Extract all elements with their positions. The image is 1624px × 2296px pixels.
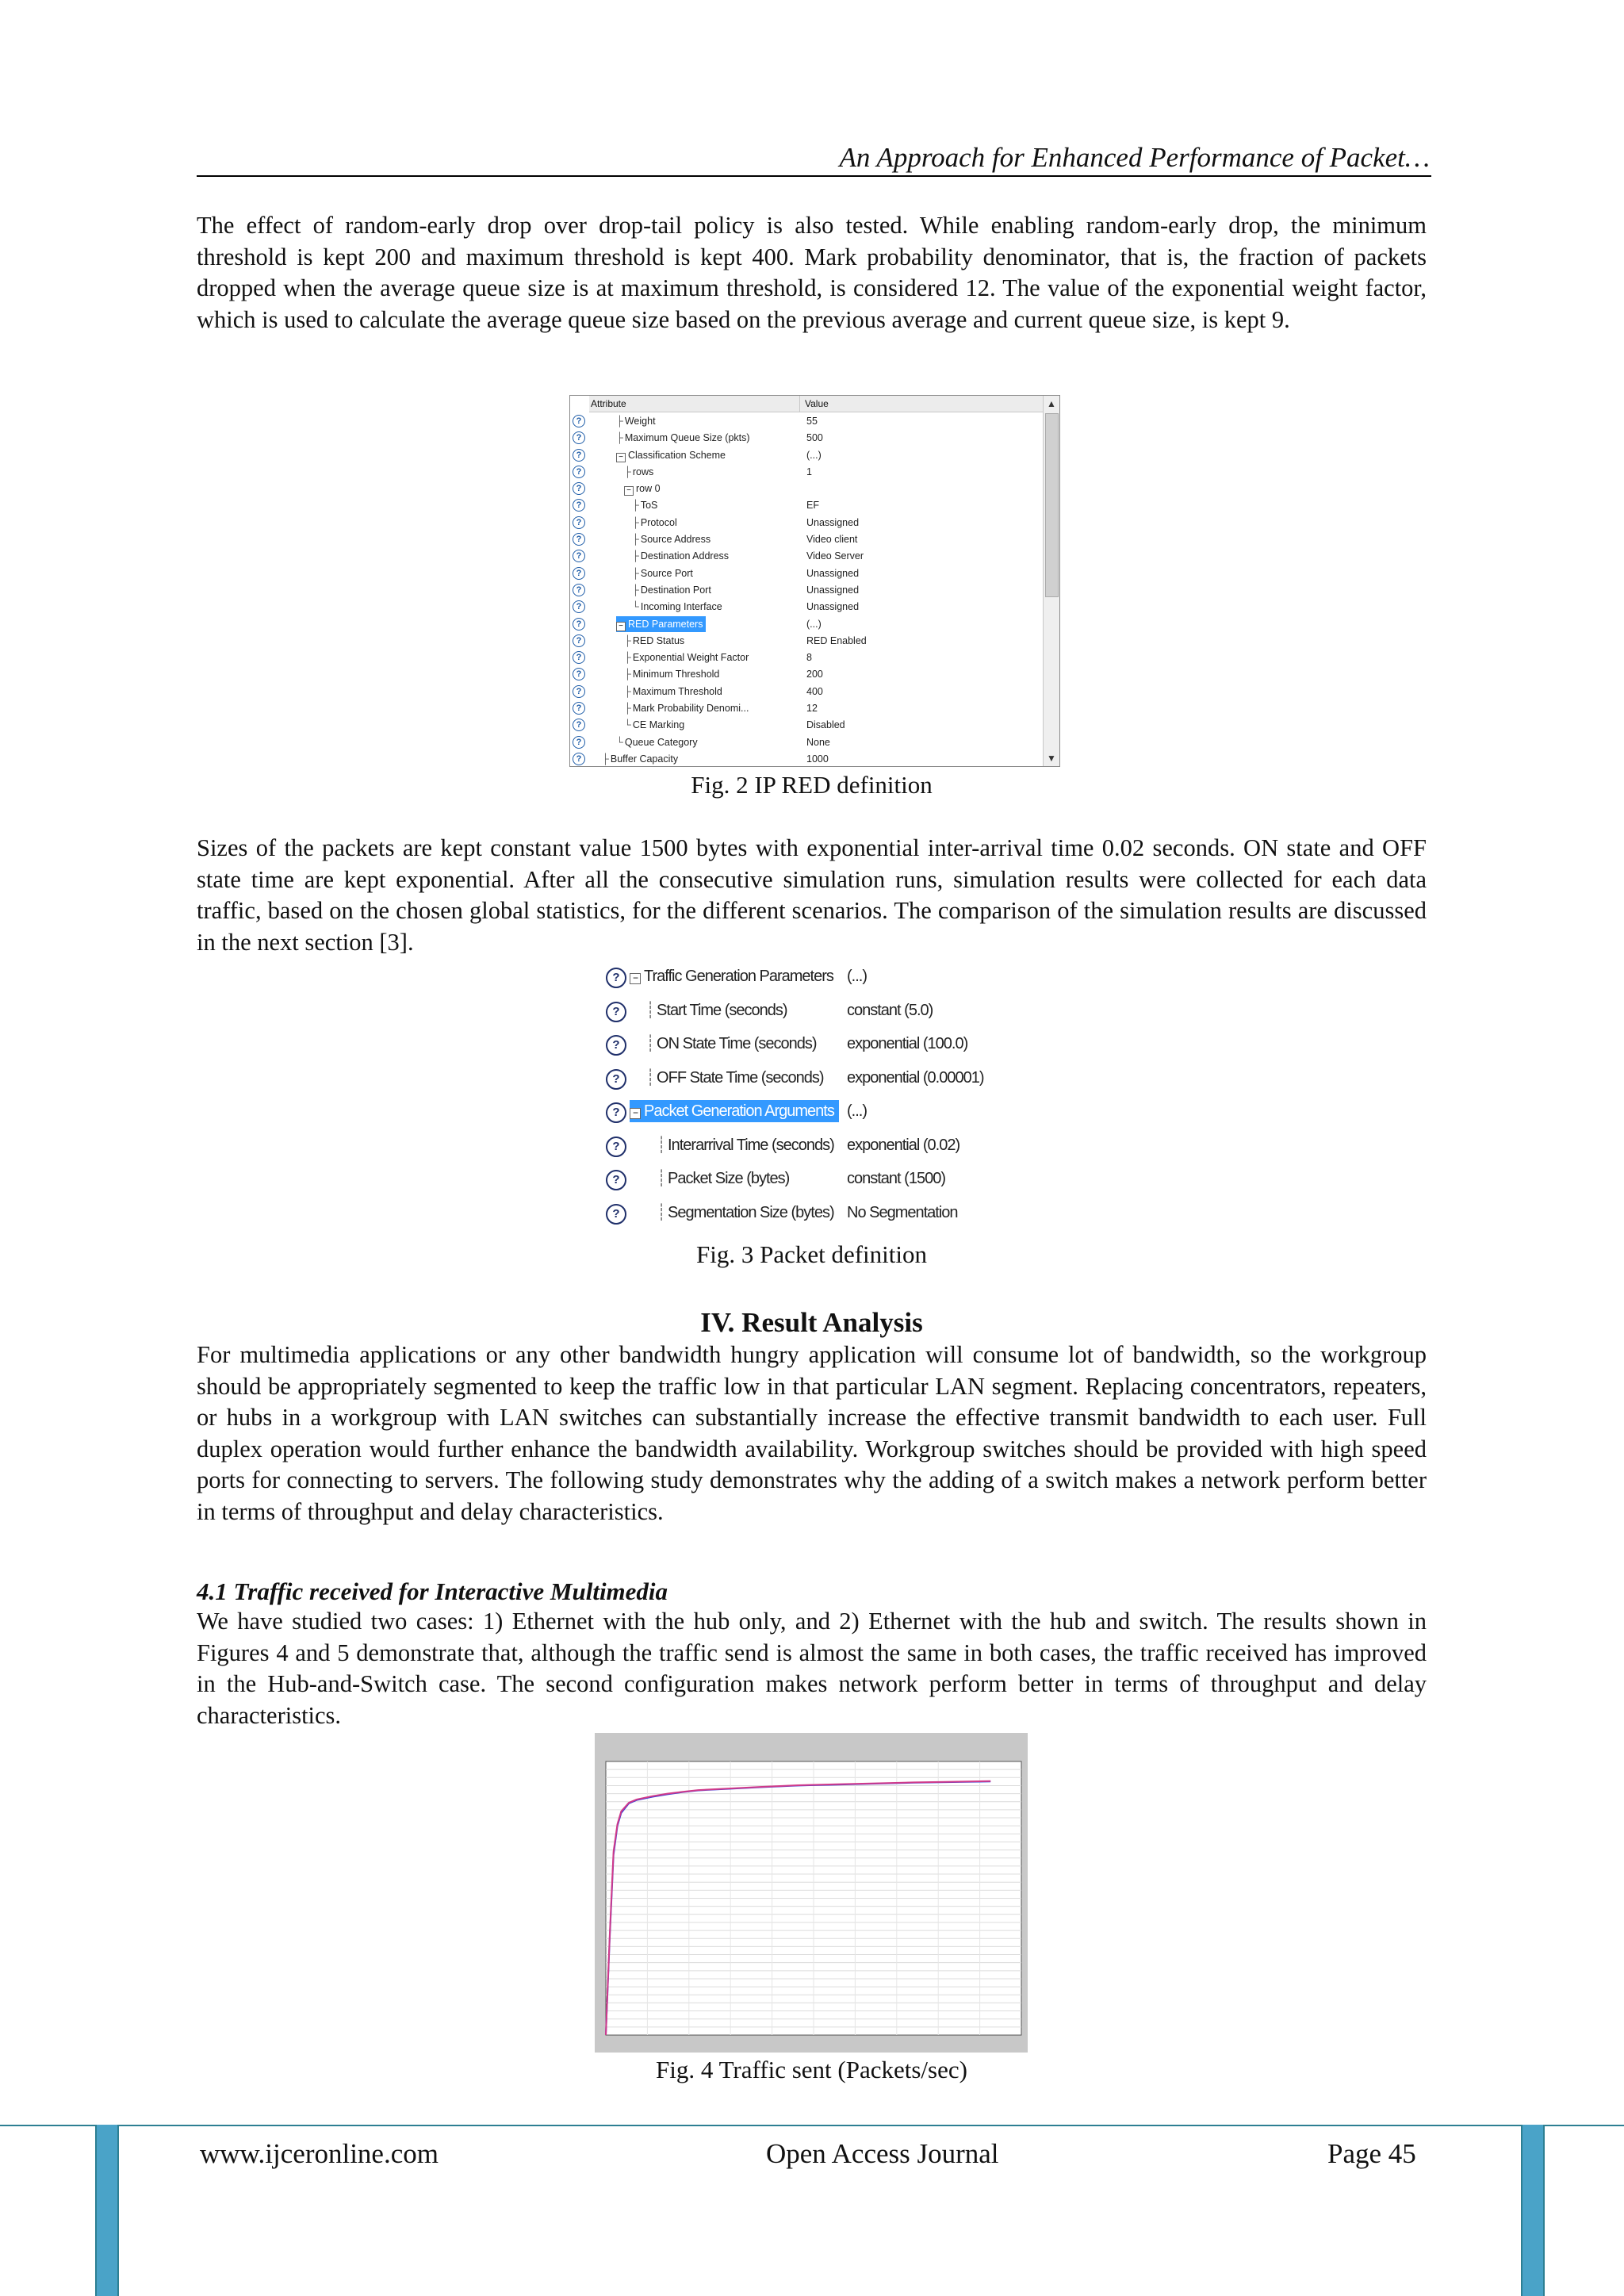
fig3-caption: Fig. 3 Packet definition [695, 1240, 928, 1268]
fig2-col-value: Value [805, 398, 829, 409]
footer-rule [0, 2125, 1624, 2126]
fig3-attribute-value: exponential (0.02) [847, 1136, 960, 1154]
fig2-attribute-name [632, 565, 696, 581]
fig2-attribute-label: Minimum Threshold [632, 669, 720, 680]
collapse-icon[interactable]: − [630, 973, 641, 984]
fig3-attribute-value: constant (5.0) [847, 1001, 933, 1019]
fig2-attribute-label: Queue Category [624, 736, 698, 748]
fig2-table-row[interactable] [570, 650, 1043, 666]
fig2-attribute-label: Weight [624, 416, 656, 427]
fig2-attribute-label: Protocol [640, 516, 677, 528]
fig2-table-row[interactable] [570, 633, 1043, 650]
fig2-attribute-label: row 0 [636, 483, 661, 495]
fig2-attribute-label: CE Marking [632, 719, 685, 731]
running-head: An Approach for Enhanced Performance of Packet… [839, 142, 1430, 173]
fig3-attribute-label: Packet Generation Arguments [644, 1102, 834, 1120]
footer-page-number: Page 45 [1327, 2138, 1416, 2169]
fig2-attribute-value: 400 [806, 685, 823, 697]
help-icon[interactable]: ? [573, 668, 585, 680]
fig2-attribute-name [624, 666, 722, 682]
help-icon[interactable]: ? [606, 968, 626, 988]
fig2-attribute-value: 1000 [806, 753, 829, 765]
fig2-attribute-value: 12 [806, 703, 818, 715]
fig2-attribute-value: (...) [806, 618, 822, 630]
fig2-attribute-value: RED Enabled [806, 634, 867, 646]
fig2-attribute-name [602, 751, 681, 767]
help-icon[interactable]: ? [573, 600, 585, 613]
fig2-table-row[interactable] [570, 582, 1043, 599]
tree-line-icon: ├ [632, 567, 639, 579]
fig2-attribute-label: Maximum Queue Size (pkts) [624, 432, 750, 444]
help-icon[interactable]: ? [573, 499, 585, 512]
fig2-attribute-label: Destination Port [640, 584, 711, 596]
fig2-attribute-name [624, 684, 726, 700]
help-icon[interactable]: ? [573, 449, 585, 462]
fig3-attribute-name [645, 1067, 829, 1089]
fig3-attribute-value: No Segmentation [847, 1203, 958, 1221]
fig2-attribute-value: None [806, 736, 830, 748]
fig2-scroll-thumb[interactable] [1045, 413, 1059, 597]
fig3-table-row[interactable] [601, 1027, 1049, 1061]
fig4-chart-svg [595, 1733, 1028, 2053]
fig2-col-attribute: Attribute [591, 396, 800, 412]
fig2-attribute-label: rows [632, 466, 654, 477]
fig3-attribute-label: Start Time (seconds) [657, 1001, 787, 1019]
help-icon[interactable]: ? [606, 1204, 626, 1225]
fig3-attribute-name [657, 1134, 839, 1156]
help-icon[interactable]: ? [606, 1137, 626, 1157]
fig3-attribute-name [657, 1202, 839, 1224]
fig2-table-row[interactable] [570, 734, 1043, 751]
help-icon[interactable]: ? [573, 618, 585, 631]
fig2-attribute-name [632, 497, 661, 513]
tree-line-icon: ├ [632, 550, 639, 562]
footer-right-bar [1521, 2125, 1545, 2296]
fig2-table-row[interactable] [570, 684, 1043, 700]
help-icon[interactable]: ? [573, 702, 585, 715]
header-rule [197, 175, 1431, 177]
fig2-table-row[interactable] [570, 751, 1043, 767]
tree-line-icon: ┊ [645, 1035, 655, 1052]
fig2-attribute-value: (...) [806, 449, 822, 461]
fig3-attribute-label: Interarrival Time (seconds) [668, 1136, 834, 1154]
collapse-icon[interactable]: − [630, 1108, 641, 1119]
fig3-attribute-value: exponential (0.00001) [847, 1068, 984, 1087]
fig2-table-row[interactable] [570, 717, 1043, 734]
fig2-attribute-value: 55 [806, 416, 818, 427]
help-icon[interactable]: ? [573, 533, 585, 546]
fig2-table-row[interactable] [570, 515, 1043, 531]
paragraph-red-parameters: The effect of random-early drop over drop-tail policy is also tested. While enabling random-early drop, the minimum threshold is kept 200 and maximum threshold is kept 400. Mark probability denominator, that is, the fraction of packets dropped when the average queue size is at maximum threshold, is considered 12. The value of the exponential weight factor, which is used to calculate the average queue size based on the previous average and current queue size, is kept 9. [197, 212, 1427, 333]
fig2-attribute-name [616, 413, 659, 429]
fig2-attribute-name [632, 548, 732, 564]
fig2-table-row[interactable] [570, 464, 1043, 481]
fig3-attribute-label: OFF State Time (seconds) [657, 1068, 824, 1087]
fig3-table-row[interactable] [601, 960, 1049, 994]
fig2-attribute-name [624, 717, 688, 733]
fig2-table-row[interactable] [570, 531, 1043, 548]
scroll-up-icon[interactable]: ▲ [1047, 398, 1056, 409]
tree-line-icon: ├ [632, 534, 639, 546]
fig3-attribute-name [630, 1100, 839, 1122]
help-icon[interactable]: ? [606, 1002, 626, 1022]
help-icon[interactable]: ? [606, 1069, 626, 1090]
footer-website: www.ijceronline.com [200, 2138, 439, 2169]
help-icon[interactable]: ? [606, 1102, 626, 1123]
fig2-table-row[interactable] [570, 497, 1043, 514]
fig2-attribute-name [632, 599, 726, 615]
fig3-packet-table [601, 960, 1049, 1239]
fig3-attribute-label: ON State Time (seconds) [657, 1035, 817, 1052]
fig2-attribute-name [616, 430, 753, 446]
fig2-attribute-value: 200 [806, 669, 823, 680]
collapse-icon[interactable]: − [616, 622, 626, 631]
help-icon[interactable]: ? [573, 753, 585, 765]
fig2-attribute-label: Classification Scheme [628, 449, 726, 461]
fig2-attribute-label: RED Parameters [628, 618, 703, 630]
fig2-attribute-value: Unassigned [806, 567, 860, 579]
fig3-attribute-label: Traffic Generation Parameters [644, 968, 833, 985]
fig2-attribute-value: 1 [806, 466, 812, 477]
fig3-attribute-value: exponential (100.0) [847, 1035, 968, 1052]
fig2-attribute-label: Mark Probability Denomi... [632, 703, 749, 715]
help-icon[interactable]: ? [573, 685, 585, 698]
fig2-attribute-label: RED Status [632, 634, 685, 646]
fig2-table-row[interactable] [570, 430, 1043, 447]
fig4-caption: Fig. 4 Traffic sent (Packets/sec) [656, 2056, 967, 2083]
fig2-attribute-label: Incoming Interface [640, 601, 722, 613]
fig3-attribute-name [645, 999, 792, 1022]
help-icon[interactable]: ? [573, 516, 585, 529]
help-icon[interactable]: ? [573, 584, 585, 596]
fig3-table-row[interactable] [601, 1061, 1049, 1095]
fig2-table-row[interactable] [570, 599, 1043, 615]
fig2-attribute-value: Video client [806, 534, 858, 546]
tree-line-icon: ┊ [657, 1170, 666, 1187]
fig2-attribute-value: Disabled [806, 719, 845, 731]
fig2-table-row[interactable] [570, 565, 1043, 582]
fig3-attribute-name [630, 965, 838, 987]
fig2-attribute-name [632, 582, 714, 598]
fig2-scrollbar[interactable] [1043, 396, 1059, 766]
fig2-attribute-name [624, 700, 752, 716]
help-icon[interactable]: ? [573, 415, 585, 427]
tree-line-icon: ├ [624, 634, 631, 646]
tree-line-icon: └ [632, 601, 639, 613]
fig2-attribute-value: 8 [806, 652, 812, 664]
fig3-rows [601, 960, 1049, 1229]
help-icon[interactable]: ? [573, 466, 585, 478]
fig2-attribute-name [632, 531, 714, 547]
fig2-table-header [589, 396, 1043, 412]
fig4-chart [595, 1733, 1028, 2053]
fig2-attribute-label: Source Port [640, 567, 693, 579]
fig3-attribute-label: Segmentation Size (bytes) [668, 1203, 834, 1221]
fig2-attribute-label: Maximum Threshold [632, 685, 722, 697]
fig2-attribute-label: Buffer Capacity [610, 753, 679, 765]
tree-line-icon: ├ [632, 500, 639, 512]
tree-line-icon: ├ [616, 416, 623, 427]
fig2-attribute-label: Source Address [640, 534, 711, 546]
fig3-attribute-name [657, 1167, 794, 1190]
fig2-table-row[interactable] [570, 447, 1043, 464]
fig2-table-row[interactable] [570, 700, 1043, 717]
help-icon[interactable]: ? [573, 651, 585, 664]
tree-line-icon: ┊ [645, 1068, 655, 1087]
paragraph-traffic-received: We have studied two cases: 1) Ethernet with the hub only, and 2) Ethernet with the hub and switch. The results shown in Figures 4 and 5 demonstrate that, although the traffic send is almost the same in both cases, the traffic received has improved in the Hub-and-Switch case. The second configuration makes network perform better in terms of throughput and delay characteristics. [197, 1608, 1427, 1729]
subsection-heading: 4.1 Traffic received for Interactive Multimedia [197, 1577, 668, 1605]
help-icon[interactable]: ? [573, 567, 585, 580]
paragraph-packet-sizes: Sizes of the packets are kept constant value 1500 bytes with exponential inter-arrival time 0.02 seconds. ON state and OFF state time are kept exponential. After all the consecutive simulation runs, simulation results were collected for each data traffic, based on the chosen global statistics, for the different scenarios. The comparison of the simulation results are discussed in the next section [3]. [197, 834, 1427, 956]
tree-line-icon: ├ [624, 669, 631, 680]
section-title: IV. Result Analysis [700, 1307, 923, 1338]
fig2-attribute-name [624, 481, 664, 496]
fig2-attribute-label: ToS [640, 500, 658, 512]
fig2-attribute-value: 500 [806, 432, 823, 444]
tree-line-icon: ├ [616, 432, 623, 444]
fig3-table-row[interactable] [601, 1196, 1049, 1230]
help-icon[interactable]: ? [573, 634, 585, 647]
help-icon[interactable]: ? [606, 1035, 626, 1056]
help-icon[interactable]: ? [573, 719, 585, 731]
fig2-attribute-value: Unassigned [806, 516, 860, 528]
fig2-attribute-value: EF [806, 500, 819, 512]
fig2-caption: Fig. 2 IP RED definition [691, 771, 933, 799]
fig2-attribute-table [569, 395, 1060, 767]
tree-line-icon: ├ [624, 466, 631, 477]
fig2-attribute-name [624, 633, 688, 649]
tree-line-icon: └ [624, 719, 631, 731]
fig2-table-row[interactable] [570, 413, 1043, 430]
fig2-attribute-label: Destination Address [640, 550, 730, 562]
fig3-attribute-label: Packet Size (bytes) [668, 1170, 790, 1187]
fig2-attribute-name [624, 650, 752, 665]
collapse-icon[interactable]: − [624, 486, 634, 496]
fig2-attribute-name [616, 616, 706, 632]
fig2-attribute-value: Unassigned [806, 601, 860, 613]
help-icon[interactable]: ? [606, 1170, 626, 1190]
fig2-table-row[interactable] [570, 616, 1043, 633]
fig3-attribute-name [645, 1033, 822, 1055]
fig2-table-row[interactable] [570, 666, 1043, 683]
footer-journal: Open Access Journal [766, 2138, 999, 2169]
fig2-table-row[interactable] [570, 548, 1043, 565]
help-icon[interactable]: ? [573, 482, 585, 495]
scroll-down-icon[interactable]: ▼ [1047, 753, 1056, 764]
fig2-table-row[interactable] [570, 481, 1043, 497]
help-icon[interactable]: ? [573, 736, 585, 749]
fig2-attribute-label: Exponential Weight Factor [632, 652, 749, 664]
fig3-attribute-value: (...) [847, 968, 867, 985]
help-icon[interactable]: ? [573, 550, 585, 562]
tree-line-icon: ┊ [645, 1001, 655, 1019]
fig2-attribute-name [616, 734, 701, 750]
tree-line-icon: ┊ [657, 1203, 666, 1221]
collapse-icon[interactable]: − [616, 453, 626, 462]
tree-line-icon: ├ [624, 703, 631, 715]
help-icon[interactable]: ? [573, 431, 585, 444]
fig2-attribute-value: Unassigned [806, 584, 860, 596]
paragraph-result-analysis: For multimedia applications or any other bandwidth hungry application will consume lot of bandwidth, so the workgroup should be appropriately segmented to keep the traffic low in that particular LAN segment. Replacing concentrators, repeaters, or hubs in a workgroup with LAN switches can substantially increase the effective transmit bandwidth to each user. Full duplex operation would further enhance the bandwidth availability. Workgroup switches should be provided with high speed ports for connecting to servers. The following study demonstrates why the adding of a switch makes a network perform better in terms of throughput and delay characteristics. [197, 1341, 1427, 1525]
tree-line-icon: └ [616, 736, 623, 748]
fig2-attribute-value: Video Server [806, 550, 864, 562]
tree-line-icon: ├ [624, 652, 631, 664]
fig2-attribute-name [616, 447, 729, 463]
fig3-table-row[interactable] [601, 994, 1049, 1028]
footer-left-bar [95, 2125, 119, 2296]
fig3-table-row[interactable] [601, 1094, 1049, 1129]
fig3-table-row[interactable] [601, 1129, 1049, 1163]
tree-line-icon: ├ [632, 584, 639, 596]
tree-line-icon: ├ [632, 516, 639, 528]
tree-line-icon: ┊ [657, 1136, 666, 1154]
fig2-rows [570, 413, 1043, 767]
fig3-attribute-value: constant (1500) [847, 1170, 945, 1187]
fig2-attribute-name [632, 515, 680, 531]
fig3-table-row[interactable] [601, 1162, 1049, 1196]
fig2-attribute-name [624, 464, 657, 480]
fig3-attribute-value: (...) [847, 1102, 867, 1120]
tree-line-icon: ├ [602, 753, 609, 765]
tree-line-icon: ├ [624, 685, 631, 697]
